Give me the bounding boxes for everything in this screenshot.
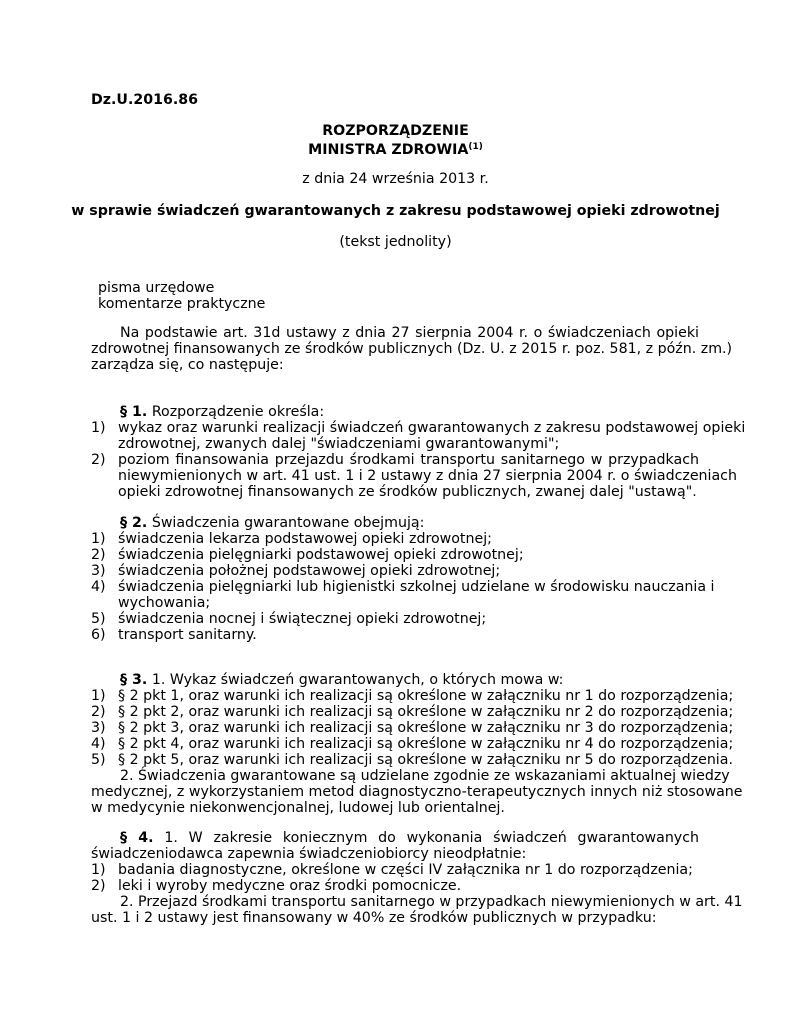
list-item: 5) świadczenia nocnej i świątecznej opieki zdrowotnej; [91,611,487,627]
list-item: 4) świadczenia pielęgniarki lub higienistki szkolnej udzielane w środowisku nauczania i wychowania; [91,579,715,611]
issuer-text: MINISTRA ZDROWIA [308,142,469,158]
section-2-intro: § 2. Świadczenia gwarantowane obejmują: [120,515,425,531]
text-version-note: (tekst jednolity) [339,234,452,250]
section-4-intro: § 4. 1. W zakresie koniecznym do wykonania świadczeń gwarantowanych świadczeniodawca zapewnia świadczeniobiorcy nieodpłatnie: [91,830,700,862]
list-item: 1) § 2 pkt 1, oraz warunki ich realizacji są określone w załączniku nr 1 do rozporządzenia; [91,688,734,704]
act-type-heading: ROZPORZĄDZENIE [322,123,469,139]
journal-reference: Dz.U.2016.86 [91,92,198,108]
commentaries-link[interactable]: komentarze praktyczne [98,296,266,312]
section-3-mark: § 3. [120,672,148,688]
section-1-mark: § 1. [120,404,148,420]
preamble [91,325,733,373]
list-item: 2) § 2 pkt 2, oraz warunki ich realizacji są określone w załączniku nr 2 do rozporządzenia; [91,704,734,720]
issuer-heading [0,139,791,158]
official-letters-link[interactable]: pisma urzędowe [98,280,215,296]
preamble-line: Na podstawie art. 31d ustawy z dnia 27 sierpnia 2004 r. o świadczeniach opieki [120,325,699,341]
list-item: 3) świadczenia położnej podstawowej opieki zdrowotnej; [91,563,501,579]
section-3-paragraph-2: 2. Świadczenia gwarantowane są udzielane zgodnie ze wskazaniami aktualnej wiedzy medycznej, z wykorzystaniem metod diagnostyczno-terapeutycznych innych niż stosowane w medycynie niekonwencjonalnej, ludowej lub orientalnej. [91,768,743,816]
section-4-mark: § 4. [120,830,154,846]
section-4-paragraph-2: 2. Przejazd środkami transportu sanitarnego w przypadkach niewymienionych w art. 41 ust. 1 i 2 ustawy jest finansowany w 40% ze środków publicznych w przypadku: [91,894,743,926]
act-subject: w sprawie świadczeń gwarantowanych z zakresu podstawowej opieki zdrowotnej [71,203,720,219]
preamble-line: zdrowotnej finansowanych ze środków publicznych (Dz. U. z 2015 r. poz. 581, z późn. zm.) [91,341,733,357]
list-item: 3) § 2 pkt 3, oraz warunki ich realizacji są określone w załączniku nr 3 do rozporządzenia; [91,720,734,736]
list-item: 4) § 2 pkt 4, oraz warunki ich realizacji są określone w załączniku nr 4 do rozporządzenia; [91,736,734,752]
act-date: z dnia 24 września 2013 r. [302,171,489,187]
list-item: 1) badania diagnostyczne, określone w części IV załącznika nr 1 do rozporządzenia; [91,862,693,878]
footnote-mark[interactable]: (1) [468,142,483,152]
list-item: 1) świadczenia lekarza podstawowej opieki zdrowotnej; [91,531,492,547]
section-1-intro: § 1. Rozporządzenie określa: [120,404,325,420]
list-item: 5) § 2 pkt 5, oraz warunki ich realizacji są określone w załączniku nr 5 do rozporządzenia. [91,752,733,768]
list-item: 2) świadczenia pielęgniarki podstawowej opieki zdrowotnej; [91,547,524,563]
preamble-line: zarządza się, co następuje: [91,357,284,373]
section-2-mark: § 2. [120,515,148,531]
list-item: 2) leki i wyroby medyczne oraz środki pomocnicze. [91,878,462,894]
section-3-intro: § 3. 1. Wykaz świadczeń gwarantowanych, o których mowa w: [120,672,564,688]
list-item: 6) transport sanitarny. [91,627,257,643]
list-item: 2) poziom finansowania przejazdu środkami transportu sanitarnego w przypadkach niewymienionych w art. 41 ust. 1 i 2 ustawy z dnia 27 sierpnia 2004 r. o świadczeniach opieki zdrowotnej finansowanych ze środków publicznych, zwanej dalej "ustawą". [91,452,737,500]
list-item: 1) wykaz oraz warunki realizacji świadczeń gwarantowanych z zakresu podstawowej opieki zdrowotnej, zwanych dalej "świadczeniami gwarantowanymi"; [91,420,746,452]
